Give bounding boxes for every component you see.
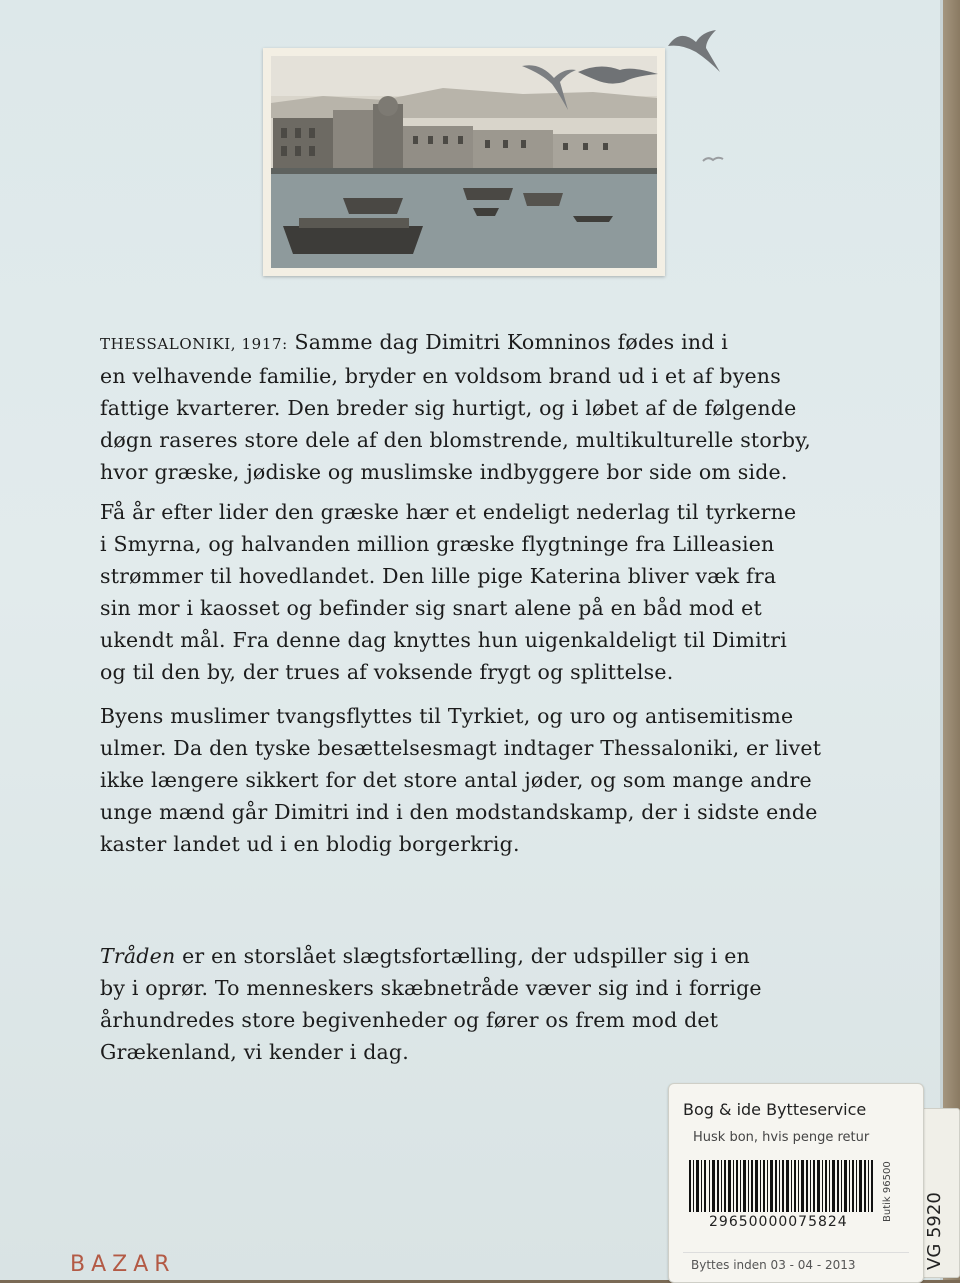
butik-number: Butik 96500 [882,1161,893,1222]
seagull-icon [520,52,660,114]
blurb-lead: THESSALONIKI, 1917: [100,335,288,353]
barcode-icon [687,1160,877,1212]
sticker-note: Husk bon, hvis penge retur [693,1130,870,1145]
seagull-icon [666,26,722,76]
blurb-paragraph-3: Byens muslimer tvangsflyttes til Tyrkiet, og uro og antisemitisme ulmer. Da den tyske besættelsesmagt indtager Thessaloniki, er livet ikke længere sikkert for det store antal jøder, og som mange andre unge mænd går Dimitri ind i den modstandskamp, der i sidste ende kaster landet ud i en blodig borgerkrig. [100,704,822,856]
barcode-number: 29650000075824 [709,1214,848,1230]
exchange-date: Byttes inden 03 - 04 - 2013 [683,1252,909,1277]
blurb-paragraph-1: THESSALONIKI, 1917: Samme dag Dimitri Komninos fødes ind i en velhavende familie, bryder en voldsom brand ud i et af byens fattige kvarterer. Den breder sig hurtigt, og i løbet af de følgende døgn raseres store dele af den blomstrende, multikulturelle storby, hvor græske, jødiske og muslimske indbyggere bor side om side. [100,330,812,484]
seagull-icon [702,155,724,165]
side-code: VG 5920 [924,1192,945,1270]
blurb-paragraph-4: Tråden er en storslået slægtsfortælling, der udspiller sig i en by i oprør. To menneskers skæbnetråde væver sig ind i forrige århundredes store begivenheder og fører os frem mod det Grækenland, vi kender i dag. [100,944,762,1064]
book-title: Tråden [100,944,176,968]
blurb-paragraph-2: Få år efter lider den græske hær et endeligt nederlag til tyrkerne i Smyrna, og halvanden million græske flygtninge fra Lilleasien strømmer til hovedlandet. Den lille pige Katerina bliver væk fra sin mor i kaosset og befinder sig snart alene på en båd mod et ukendt mål. Fra denne dag knyttes hun uigenkaldeligt til Dimitri og til den by, der trues af voksende frygt og splittelse. [100,500,797,684]
publisher-logo: BAZAR [70,1252,176,1277]
sticker-title: Bog & ide Bytteservice [683,1100,867,1119]
